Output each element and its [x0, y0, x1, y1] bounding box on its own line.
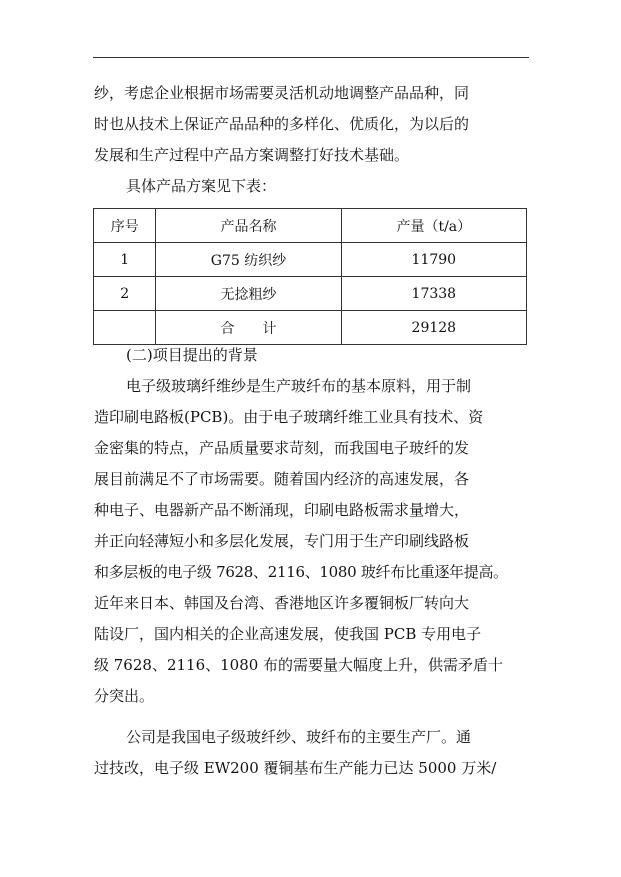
- header-product-name: 产品名称: [156, 209, 341, 243]
- cell-product-name: 无捻粗纱: [156, 277, 341, 311]
- text-line: 时也从技术上保证产品品种的多样化、优质化，为以后的: [94, 115, 470, 133]
- text-line: 并正向轻薄短小和多层化发展，专门用于生产印刷线路板: [94, 532, 470, 550]
- header-seq: 序号: [94, 209, 156, 243]
- text-line: 陆设厂，国内相关的企业高速发展，使我国 PCB 专用电子: [94, 625, 482, 643]
- text-line: 级 7628、2116、1080 布的需要量大幅度上升，供需矛盾十: [94, 656, 504, 674]
- cell-product-name: G75 纺织纱: [156, 243, 341, 277]
- text-line: 金密集的特点，产品质量要求苛刻，而我国电子玻纤的发: [94, 439, 470, 457]
- cell-output: 17338: [341, 277, 526, 311]
- text-line: 分突出。: [94, 687, 155, 705]
- text-line: 过技改，电子级 EW200 覆铜基布生产能力已达 5000 万米/: [94, 759, 497, 777]
- cell-seq: 1: [94, 243, 156, 277]
- text-line: 公司是我国电子级玻纤纱、玻纤布的主要生产厂。通: [126, 728, 472, 746]
- paragraph-gap: [94, 712, 528, 722]
- text-line: 纱，考虑企业根据市场需要灵活机动地调整产品品种，同: [94, 84, 470, 102]
- header-output: 产量（t/a）: [341, 209, 526, 243]
- table-intro: 具体产品方案见下表：: [126, 177, 277, 195]
- header-rule: [93, 57, 529, 58]
- cell-seq: 2: [94, 277, 156, 311]
- text-line: 发展和生产过程中产品方案调整打好技术基础。: [94, 146, 410, 164]
- cell-total-label: 合 计: [156, 311, 341, 345]
- product-table: [93, 208, 527, 345]
- table-row: [94, 243, 527, 277]
- text-line: 造印刷电路板(PCB)。由于电子玻璃纤维工业具有技术、资: [94, 408, 484, 426]
- section-heading: (二)项目提出的背景: [126, 346, 258, 364]
- cell-output: 11790: [341, 243, 526, 277]
- text-line: 展目前满足不了市场需要。随着国内经济的高速发展，各: [94, 470, 470, 488]
- text-line: 近年来日本、韩国及台湾、香港地区许多覆铜板厂转向大: [94, 594, 470, 612]
- background-section: [94, 340, 528, 784]
- text-line: 和多层板的电子级 7628、2116、1080 玻纤布比重逐年提高。: [94, 563, 508, 581]
- table-row: [94, 277, 527, 311]
- paragraph-continued: [94, 78, 528, 202]
- text-line: 种电子、电器新产品不断涌现，印刷电路板需求量增大，: [94, 501, 470, 519]
- cell-total-output: 29128: [341, 311, 526, 345]
- text-line: 电子级玻璃纤维纱是生产玻纤布的基本原料，用于制: [126, 377, 472, 395]
- table-header-row: [94, 209, 527, 243]
